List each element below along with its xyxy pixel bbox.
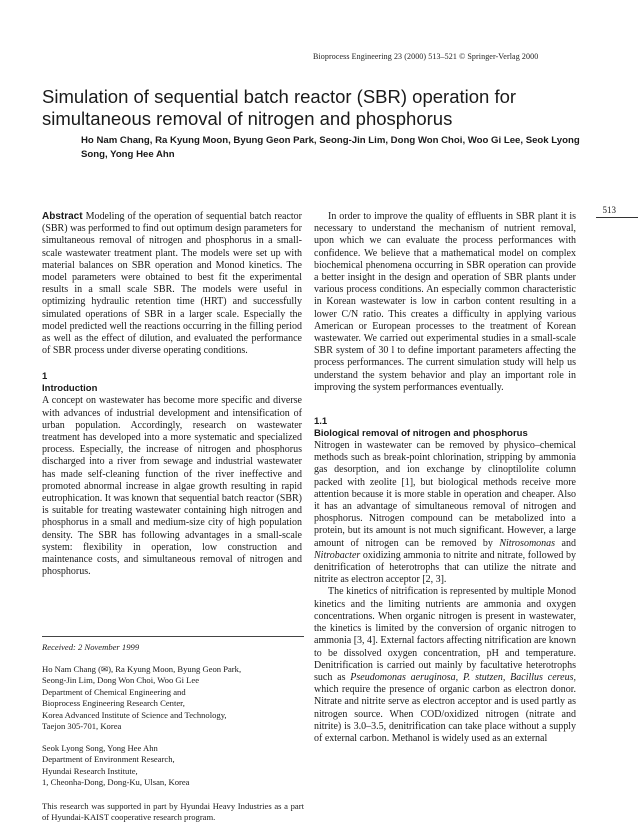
affiliation-line: Korea Advanced Institute of Science and Technology,	[42, 709, 227, 720]
introduction-paragraph: A concept on wastewater has become more specific and diverse with advances of industrial development and intensification of urban population. Accordingly, research on wastewater treatment has developed into a more systematic and specialized process. Especially, the increase of nitrogen and phosphorus discharged into a river from sewage and industrial wastewater has made self-cleaning function of the river ineffective and promoted abnormal increase in algae growth resulting in rapid eutrophication. It was known that sequential batch reactor (SBR) is suitable for treating wastewater containing high nitrogen and phosphorus in a small and medium-size city of high population density. The SBR has following advantages in a small-scale system: flexibility in operation, low construction and maintenance costs, and simultaneous removal of nitrogen and phosphorus.	[42, 395, 302, 578]
affiliation-line: Department of Chemical Engineering and	[42, 686, 186, 697]
abstract	[42, 211, 302, 357]
affiliation-line: 1, Cheonha-Dong, Dong-Ku, Ulsan, Korea	[42, 777, 190, 787]
italic-organism: Nitrosomonas	[499, 537, 556, 549]
footnote	[42, 642, 304, 824]
kinetics-paragraph	[314, 586, 576, 745]
italic-organism: Pseudomonas aeruginosa, P. stutzen, Bacillus cereus,	[350, 671, 576, 683]
paper-title: Simulation of sequential batch reactor (SBR) operation for simultaneous removal of nitrogen and phosphorus	[42, 86, 517, 129]
text-run: and	[555, 537, 576, 549]
funding-note: This research was supported in part by Hyundai Heavy Industries as a part of Hyundai-KAIST cooperative research program.	[42, 800, 304, 822]
page-number: 513	[602, 205, 616, 215]
nitrogen-removal-paragraph	[314, 440, 576, 586]
text-run: Nitrogen in wastewater can be removed by physico–chemical methods such as break-point chlorination, stripping by ammonia gas desorption, and ion exchange by clinoptilolite column packed with zeolite [1], but biological methods receive more attention because it is more stable in operation and cheaper. Also it has an advantage of simultaneous removal of nitrogen and phosphorus. Nitrogen compound can be metabolized into a protein, but its amount is not much significant. However, a large amount of nitrogen can be removed by	[314, 440, 576, 549]
affiliation-line: Ho Nam Chang (✉), Ra Kyung Moon, Byung Geon Park,	[42, 663, 242, 674]
section-number: 1	[42, 371, 48, 383]
text-run: which require the presence of organic carbon as electron donor. Nitrate and nitrite serve as electron acceptor and is used partly as nitrogen source. When COD/oxidized nitrogen (nitrate and nitrite) is 3.0–3.5, denitrification can take place without a supply of external carbon. Methanol is widely used as an external	[314, 684, 576, 744]
affiliation-line: Seok Lyong Song, Yong Hee Ahn	[42, 742, 158, 753]
subsection-title: Biological removal of nitrogen and phosphorus	[314, 428, 528, 440]
abstract-label: Abstract	[42, 211, 83, 222]
text-run: The kinetics of nitrification is represented by multiple Monod kinetics and the limiting nutrients are ammonia and oxygen concentrations. When organic nitrogen is present in wastewater, the kinetics is limited by the conversion of organic nitrogen to ammonia [3, 4]. External factors affecting nitrification are known to be dissolved oxygen concentration, pH and temperature. Denitrification is carried out mainly by facultative heterotrophs such as	[314, 586, 576, 683]
page-number-rule	[596, 217, 638, 218]
received-date: Received: 2 November 1999	[42, 642, 140, 652]
affiliation-line: Seong-Jin Lim, Dong Won Choi, Woo Gi Lee	[42, 675, 200, 685]
affiliation-line: Taejon 305-701, Korea	[42, 721, 122, 731]
journal-header: Bioprocess Engineering 23 (2000) 513–521 © Springer-Verlag 2000	[313, 52, 539, 61]
abstract-text: Modeling of the operation of sequential batch reactor (SBR) was performed to find out optimum design parameters for simultaneous removal of nitrogen and phosphorus in a small-scale wastewater treatment plant. The models were set up with material balances on SBR operation and Monod kinetics. The model parameters were obtained to best fit the experimental results in a small scale SBR. The models were useful in optimizing hydraulic retention time (HRT) and successfully simulated operations of SBR in a larger scale. Especially the model predicted well the reactions occurring in the filling period as well as the effect of dilution, and evaluated the performance of SBR process under diverse operating conditions.	[42, 211, 303, 357]
left-column	[42, 211, 302, 578]
author-list: Ho Nam Chang, Ra Kyung Moon, Byung Geon Park, Seong-Jin Lim, Dong Won Choi, Woo Gi Lee, Seok Lyong Song, Yong Hee Ahn	[81, 135, 580, 160]
section-title: Introduction	[42, 383, 98, 395]
text-run: oxidizing ammonia to nitrite and nitrate, followed by denitrification of heterotrophs that can utilize the nitrate and nitrite as electron acceptor [2, 3].	[314, 549, 576, 586]
italic-organism: Nitrobacter	[314, 549, 361, 561]
footnote-rule	[42, 636, 304, 637]
affiliation-line: Hyundai Research Institute,	[42, 765, 138, 776]
intro-continued-paragraph: In order to improve the quality of effluents in SBR plant it is necessary to understand the mechanism of nutrient removal, upon which we can evaluate the process performances with confidence. We believe that a mathematical model on complex biochemical phenomena occurring in SBR operation can provide a better insight in the design and operation of SBR plants under various process conditions. An especially common characteristic in Korean wastewater is low in carbon content resulting in a lower C/N ratio. This creates a difficulty in applying various American or European processes to the treatment of Korean wastewater. We carried out experimental studies in a small-scale SBR system of 30 l to define important parameters affecting the process performances. The current simulation study will help us understand the system behavior and play an important role in improving the system performances eventually.	[314, 211, 576, 393]
right-column	[314, 211, 576, 745]
affiliation-line: Bioprocess Engineering Research Center,	[42, 698, 185, 708]
affiliation-line: Department of Environment Research,	[42, 754, 175, 764]
subsection-number: 1.1	[314, 416, 328, 428]
